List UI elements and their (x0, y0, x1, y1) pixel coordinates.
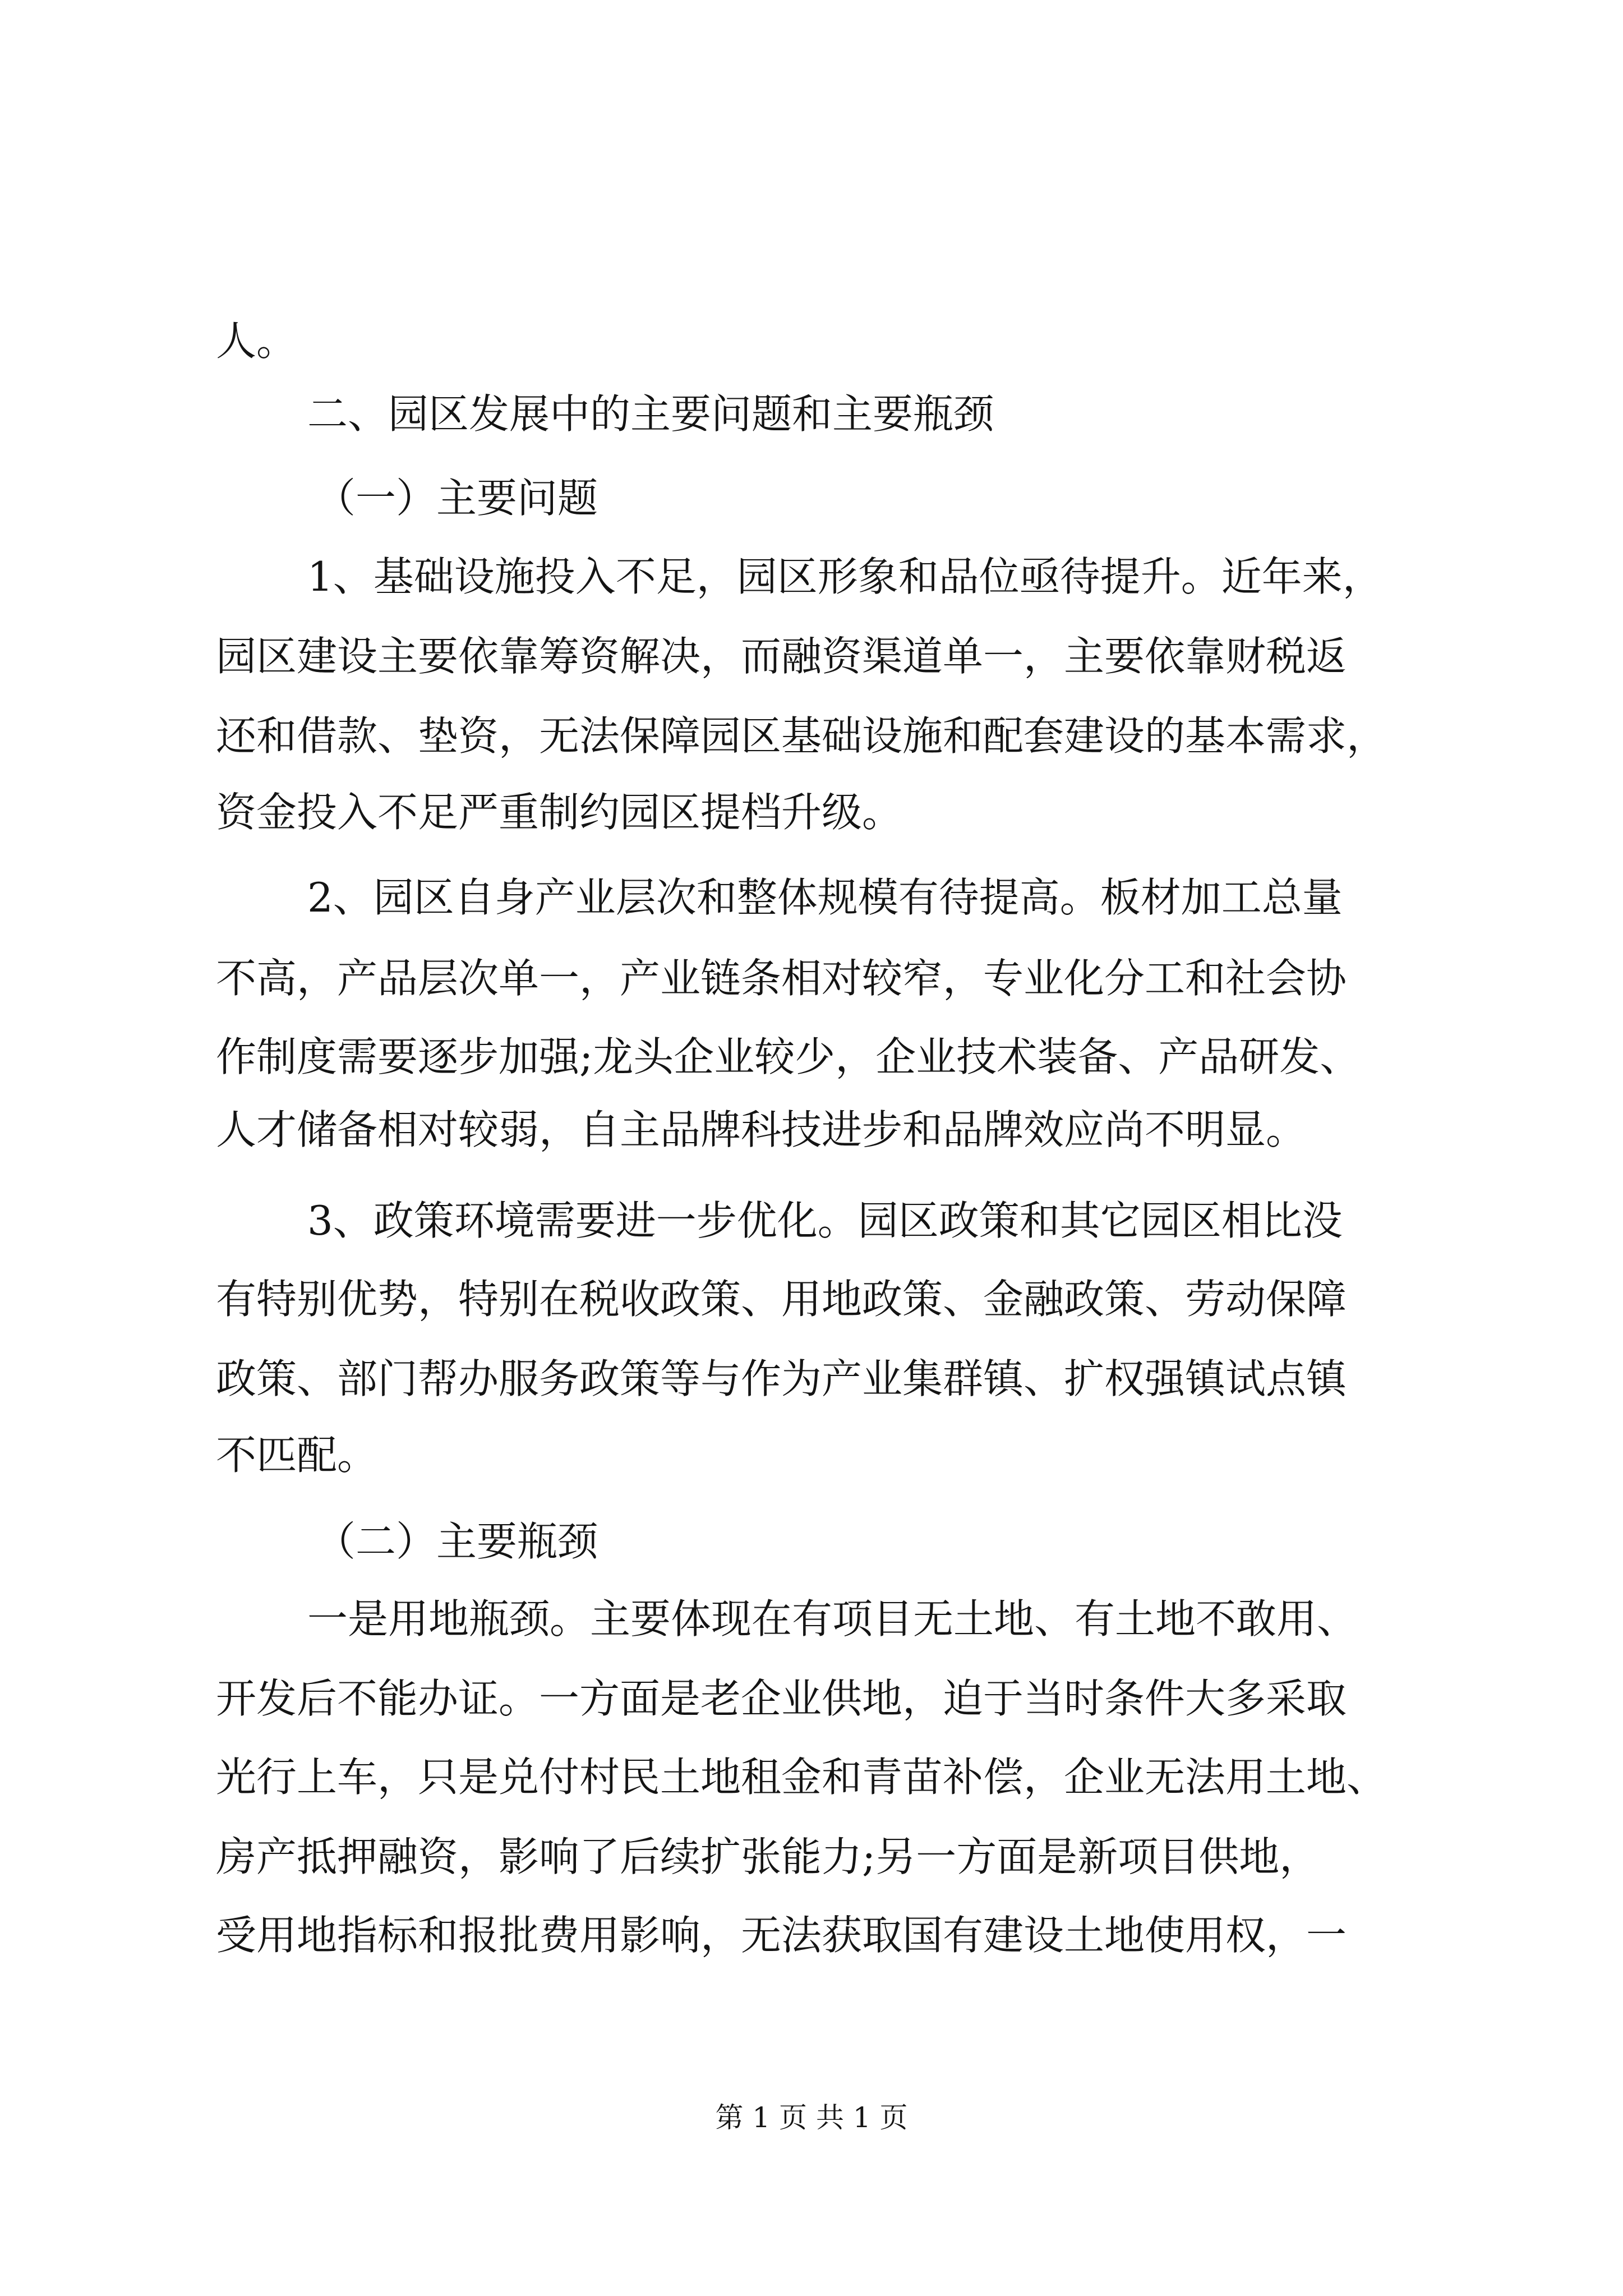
paragraph-line: 还和借款、垫资，无法保障园区基础设施和配套建设的基本需求， (216, 712, 1387, 760)
paragraph-line: 人才储备相对较弱，自主品牌科技进步和品牌效应尚不明显。 (216, 1106, 1307, 1153)
paragraph-line: 一是用地瓶颈。主要体现在有项目无土地、有土地不敢用、 (307, 1595, 1358, 1642)
paragraph-line: 1、基础设施投入不足，园区形象和品位亟待提升。近年来， (307, 553, 1383, 600)
paragraph-line: 资金投入不足严重制约园区提档升级。 (216, 789, 903, 836)
paragraph-line: 2、园区自身产业层次和整体规模有待提高。板材加工总量 (307, 874, 1343, 921)
paragraph-line: 受用地指标和报批费用影响，无法获取国有建设土地使用权，一 (216, 1912, 1347, 1959)
subsection-heading: （二）主要瓶颈 (315, 1518, 598, 1565)
section-heading: 二、园区发展中的主要问题和主要瓶颈 (307, 390, 994, 438)
text-line: 人。 (216, 318, 297, 365)
paragraph-line: 园区建设主要依靠筹资解决，而融资渠道单一，主要依靠财税返 (216, 633, 1347, 680)
paragraph-line: 有特别优势，特别在税收政策、用地政策、金融政策、劳动保障 (216, 1276, 1347, 1323)
subsection-heading: （一）主要问题 (315, 475, 598, 522)
paragraph-line: 不匹配。 (216, 1432, 378, 1479)
paragraph-line: 不高，产品层次单一，产业链条相对较窄，专业化分工和社会协 (216, 955, 1347, 1002)
paragraph-line: 光行上车，只是兑付村民土地租金和青苗补偿，企业无法用土地、 (216, 1754, 1387, 1801)
paragraph-line: 作制度需要逐步加强;龙头企业较少，企业技术装备、产品研发、 (216, 1033, 1361, 1080)
paragraph-line: 房产抵押融资，影响了后续扩张能力;另一方面是新项目供地， (216, 1833, 1320, 1880)
paragraph-line: 政策、部门帮办服务政策等与作为产业集群镇、扩权强镇试点镇 (216, 1355, 1347, 1402)
paragraph-line: 3、政策环境需要进一步优化。园区政策和其它园区相比没 (307, 1197, 1343, 1244)
page-footer: 第 1 页 共 1 页 (715, 2101, 908, 2134)
paragraph-line: 开发后不能办证。一方面是老企业供地，迫于当时条件大多采取 (216, 1675, 1347, 1722)
